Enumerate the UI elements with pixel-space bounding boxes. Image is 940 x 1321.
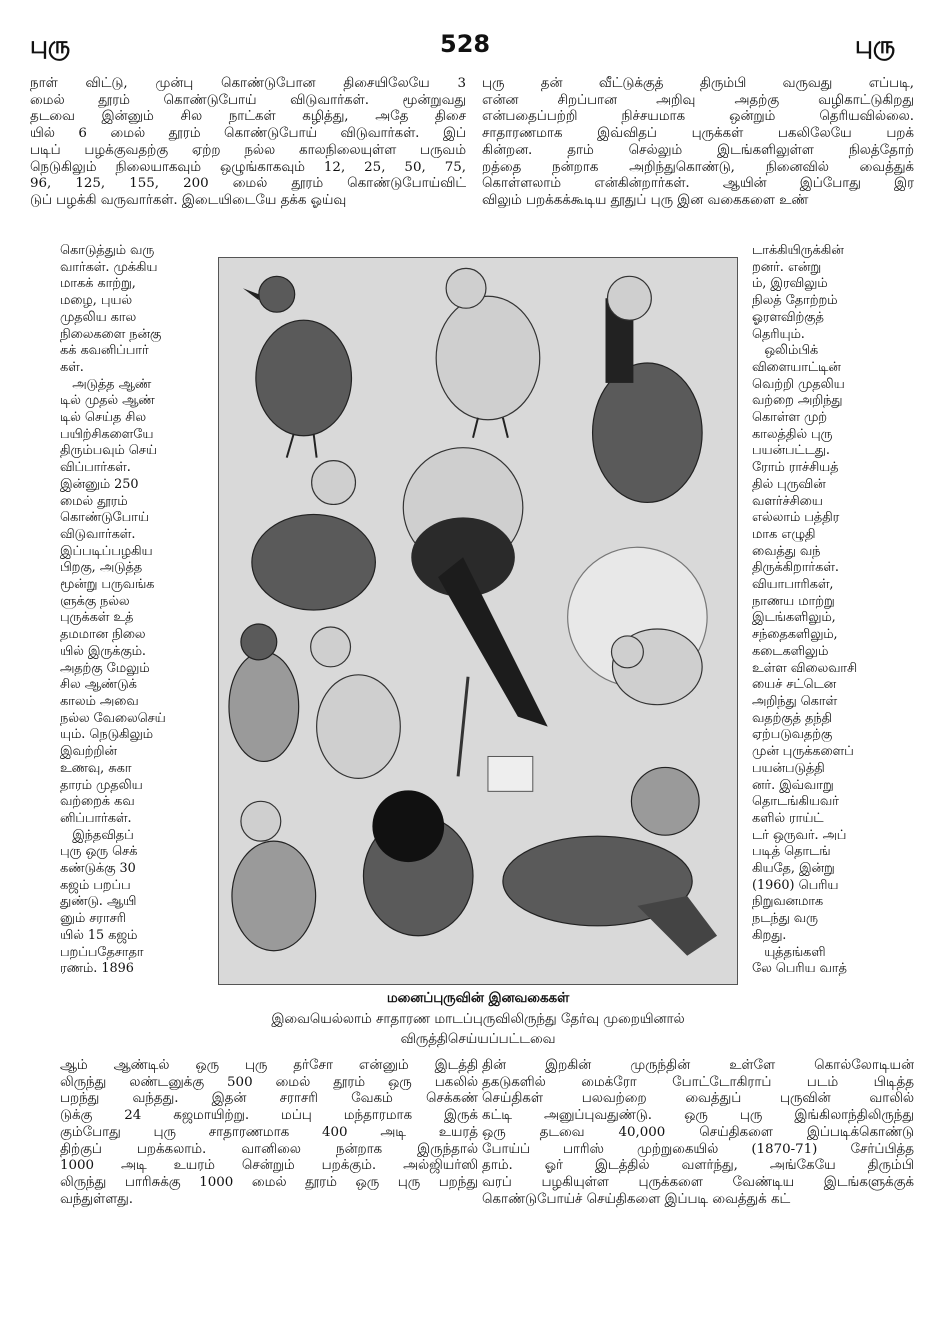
figure-caption-title: மனைப்புருவின் இனவகைகள்: [386, 990, 570, 1006]
text-line: கொள்ளலாம் என்கின்றார்கள். ஆயின் இப்போது இர: [482, 176, 914, 192]
text-line: வற்றைக் கவ: [60, 794, 135, 810]
text-line: தின் இறகின் முருந்தின் உள்ளே கொல்லோடியன்: [482, 1058, 914, 1073]
text-line: கடைகளிலும்: [752, 643, 829, 659]
text-line: காலம் அவை: [60, 693, 139, 709]
text-line: யுத்தங்களி: [752, 944, 826, 960]
text-line: மாகக் காற்று,: [60, 276, 136, 292]
text-line: நெடுகிலும் நிலையாகவும் ஒழுங்காகவும் 12, 25, 50, 75,: [30, 159, 466, 175]
text-line: நிலைகளை நன்கு: [60, 326, 162, 342]
text-line: கொடுத்தும் வரு: [60, 243, 155, 258]
text-line: சாதாரணமாக இவ்விதப் புருக்கள் பகலிலேயே பறக்: [482, 126, 914, 142]
text-line: தில் புருவின்: [752, 476, 826, 492]
text-line: நாணய மாற்று: [752, 593, 835, 609]
text-line: புரு தன் வீட்டுக்குத் திரும்பி வருவது எப்படி,: [482, 76, 914, 91]
text-line: தொடங்கியவர்: [752, 794, 839, 810]
text-line: ம், இரவிலும்: [752, 276, 828, 292]
text-line: டில் முதல் ஆண்: [60, 393, 155, 409]
text-line: தகடுகளில் மைக்ரோ போட்டோகிராப் படம் பிடித்த: [482, 1074, 914, 1090]
text-line: காலத்தில் புரு: [752, 426, 833, 442]
text-line: கண்டுக்கு 30: [60, 861, 136, 877]
figure-caption-line-1: இவையெல்லாம் சாதாரண மாடப்புருவிலிருந்து தேர்வு முறையினால்: [271, 1012, 685, 1027]
text-line: ஓரளவிற்குத்: [752, 309, 824, 325]
text-line: கக் கவனிப்பார்: [60, 343, 149, 359]
text-line: எல்லாம் பத்திர: [752, 510, 840, 526]
text-line: வந்துள்ளது.: [60, 1191, 134, 1207]
text-line: யில் இருக்கும்.: [60, 643, 146, 659]
bottom-right-paragraph: [482, 1058, 914, 1208]
pigeon-breeds-illustration: [218, 257, 738, 985]
text-line: புருக்கள் உத்: [60, 610, 134, 626]
text-line: உணவு, சுகா: [60, 760, 132, 776]
text-line: 96, 125, 155, 200 மைல் தூரம் கொண்டுபோய்விட்: [30, 176, 466, 192]
text-line: நிலத் தோற்றம்: [752, 293, 838, 309]
text-line: கொண்டுபோய்: [60, 510, 149, 526]
text-line: அதற்கு மேலும்: [60, 660, 150, 676]
text-line: மைல் தூரம் கொண்டுபோய் விடுவார்கள். மூன்றுவது: [30, 92, 466, 108]
text-line: முன் புருக்களைப்: [752, 744, 854, 760]
text-line: நல்ல வேலைசெய்: [60, 710, 166, 726]
text-line: டாக்கியிருக்கின்: [752, 243, 844, 258]
text-line: வெற்றி முதலிய: [752, 376, 845, 392]
page-number: 528: [440, 30, 491, 58]
text-line: நிறுவனமாக: [752, 894, 824, 910]
text-line: வதற்குத் தந்தி: [752, 710, 833, 726]
text-line: களில் ராய்ட்: [752, 810, 824, 826]
text-line: விளையாட்டின்: [752, 359, 841, 375]
text-line: றனர். என்று: [752, 259, 822, 275]
text-line: இந்தவிதப்: [60, 827, 134, 843]
text-line: கும்போது புரு சாதாரணமாக 400 அடி உயரத்: [60, 1124, 478, 1140]
text-line: தமமான நிலை: [60, 627, 146, 643]
text-line: அறிந்து கொள்: [752, 693, 837, 709]
text-line: டில் செய்த சில: [60, 410, 146, 426]
text-line: வரப் பழகியுள்ள புருக்களை வேண்டிய இடங்களுக்குக்: [482, 1174, 914, 1190]
text-line: லே பெரிய வாத்: [752, 961, 847, 977]
text-line: கட்டி அனுப்புவதுண்டு. ஒரு புரு இங்கிலாந்திலிருந்து: [482, 1108, 914, 1124]
text-line: லிருந்து லண்டனுக்கு 500 மைல் தூரம் ஒரு பகலில்: [60, 1074, 478, 1090]
text-line: சந்தைகளிலும்,: [752, 627, 838, 643]
text-line: கஜம் பறப்ப: [60, 877, 131, 893]
text-line: வைத்து வந்: [752, 543, 821, 559]
text-line: பயன்படுத்தி: [752, 760, 825, 776]
text-line: வியாபாரிகள்,: [752, 577, 834, 593]
text-line: என்பதைப்பற்றி நிச்சயமாக ஒன்றும் தெரியவில்லை.: [482, 109, 914, 125]
text-line: (1960) பெரிய: [752, 877, 839, 893]
text-line: பறப்பதேசாதா: [60, 944, 144, 960]
text-line: 1000 அடி உயரம் சென்றும் பறக்கும். அல்ஜியர்ஸி: [60, 1158, 478, 1174]
text-line: டுப் பழக்கி வருவார்கள். இடையிடையே தக்க ஓய்வு: [30, 192, 347, 208]
text-line: செய்திகள் பலவற்றை வைத்துப் புருவின் வாலில்: [482, 1091, 914, 1107]
text-line: உள்ள விலைவாசி: [752, 660, 858, 676]
text-line: கள்.: [60, 359, 84, 375]
text-line: அடுத்த ஆண்: [60, 376, 152, 392]
text-line: விலும் பறக்கக்கூடிய தூதுப் புரு இன வகைகளை உண்: [482, 192, 809, 208]
text-line: பிறகு, அடுத்த: [60, 560, 143, 576]
text-line: ரணம். 1896: [60, 961, 134, 977]
text-line: மைல் தூரம்: [60, 493, 128, 509]
text-line: டர் ஒருவர். அப்: [752, 827, 847, 843]
running-head-left: புரு: [30, 30, 71, 59]
text-line: திரும்பவும் செய்: [60, 443, 157, 459]
text-line: யில் 6 மைல் தூரம் கொண்டுபோய் விடுவார்கள். இப்: [30, 126, 466, 142]
text-line: கொள்ள முற்: [752, 410, 827, 426]
text-line: தெரியும்.: [752, 326, 805, 342]
text-line: துண்டு. ஆயி: [60, 894, 137, 910]
text-line: கொண்டுபோய்ச் செய்திகளை இப்படி வைத்துக் கட்: [482, 1191, 791, 1207]
text-line: ஏற்படுவதற்கு: [752, 727, 833, 743]
text-line: யைச் சட்டென: [752, 677, 837, 693]
figure-caption-line-2: விருத்திசெய்யப்பட்டவை: [400, 1032, 556, 1047]
text-line: திற்குப் பறக்கலாம். வானிலை நன்றாக இருந்தால்: [60, 1141, 478, 1157]
text-line: ரோம் ராச்சியத்: [752, 460, 839, 476]
text-line: னர். இவ்வாறு: [752, 777, 834, 793]
text-line: யும். நெடுகிலும்: [60, 727, 153, 743]
text-line: நடந்து வரு: [752, 911, 818, 927]
text-line: றத்தை நன்றாக அறிந்துகொண்டு, நினைவில் வைத்துக்: [482, 159, 914, 175]
text-line: ஆம் ஆண்டில் ஒரு புரு தர்சோ என்னும் இடத்தி: [60, 1058, 478, 1073]
text-line: படித் தொடங்: [752, 844, 831, 860]
text-line: இப்படிப்பழகிய: [60, 543, 153, 559]
text-line: இன்னும் 250: [60, 476, 139, 492]
text-line: இவற்றின்: [60, 744, 117, 760]
text-line: னும் சராசரி: [60, 911, 126, 927]
bottom-left-paragraph: [60, 1058, 478, 1208]
text-line: படிப் பழக்குவதற்கு ஏற்ற நல்ல காலநிலையுள்ள பருவம்: [30, 142, 466, 158]
top-left-paragraph: [30, 76, 466, 210]
running-head-right: புரு: [855, 30, 896, 59]
text-line: ஒரு தடவை 40,000 செய்திகளை இப்படிக்கொண்டு: [482, 1124, 914, 1140]
right-narrow-column: [752, 243, 914, 978]
text-line: விடுவார்கள்.: [60, 526, 136, 542]
text-line: என்ன சிறப்பான அறிவு அதற்கு வழிகாட்டுகிறது: [482, 92, 914, 108]
text-line: லிருந்து பாரிசுக்கு 1000 மைல் தூரம் ஒரு புரு பறந்து: [60, 1174, 478, 1190]
left-narrow-column: [60, 243, 210, 978]
text-line: விப்பார்கள்.: [60, 460, 131, 476]
text-line: கிறது.: [752, 927, 787, 943]
top-right-paragraph: [482, 76, 914, 210]
text-line: இடங்களிலும்,: [752, 610, 836, 626]
text-line: பறந்து வந்தது. இதன் சராசரி வேகம் செக்கண்: [60, 1091, 478, 1107]
text-line: தாரம் முதலிய: [60, 777, 143, 793]
text-line: வளர்ச்சியை: [752, 493, 823, 509]
text-line: மழை, புயல்: [60, 293, 132, 309]
text-line: தடவை இன்னும் சில நாட்கள் கழித்து, அதே திசை: [30, 109, 466, 125]
text-line: யில் 15 கஜம்: [60, 927, 138, 943]
text-line: ஒலிம்பிக்: [752, 343, 819, 359]
text-line: சில ஆண்டுக்: [60, 677, 137, 693]
text-line: மாக எழுதி: [752, 526, 816, 542]
text-line: போய்ப் பாரிஸ் முற்றுகையில் (1870-71) சேர்ப்பித்த: [482, 1141, 914, 1157]
text-line: கின்றன. தாம் செல்லும் இடங்களிலுள்ள நிலத்தோற்: [482, 142, 914, 158]
text-line: தாம். ஓர் இடத்தில் வளர்ந்து, அங்கேயே திரும்பி: [482, 1158, 914, 1174]
text-line: வற்றை அறிந்து: [752, 393, 843, 409]
text-line: மூன்று பருவங்க: [60, 577, 155, 593]
text-line: முதலிய கால: [60, 309, 137, 325]
text-line: ளுக்கு நல்ல: [60, 593, 130, 609]
text-line: வார்கள். முக்கிய: [60, 259, 158, 275]
text-line: னிப்பார்கள்.: [60, 810, 132, 826]
text-line: டுக்கு 24 கஜமாயிற்று. மப்பு மந்தாரமாக இருக்: [60, 1108, 478, 1124]
text-line: கியதே, இன்று: [752, 861, 835, 877]
text-line: பயன்பட்டது.: [752, 443, 830, 459]
text-line: நாள் விட்டு, முன்பு கொண்டுபோன திசையிலேயே 3: [30, 76, 466, 91]
text-line: திருக்கிறார்கள்.: [752, 560, 839, 576]
text-line: பயிற்சிகளையே: [60, 426, 154, 442]
text-line: புரு ஒரு செக்: [60, 844, 138, 860]
